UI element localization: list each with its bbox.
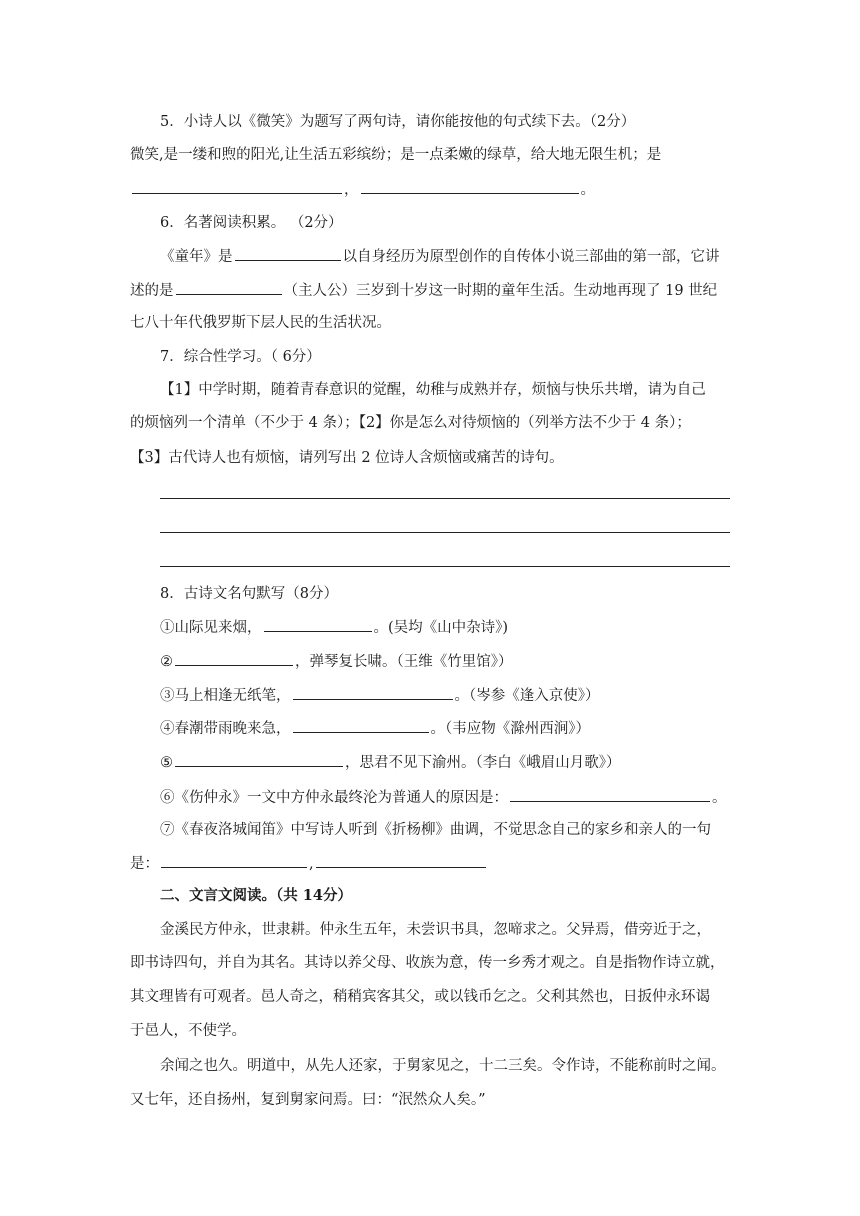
answer-blank[interactable] — [176, 280, 282, 295]
answer-blank[interactable] — [293, 685, 453, 700]
question-6-title: 6．名著阅读积累。 （2分） — [160, 215, 343, 231]
question-7-line-1: 【1】中学时期，随着青春意识的觉醒，幼稚与成熟并存，烦恼与快乐共增，请为自己 — [160, 382, 706, 398]
passage-line: 又七年，还自扬州，复到舅家问焉。曰：“泯然众人矣。” — [130, 1092, 486, 1108]
passage-line: 金溪民方仲永，世隶耕。仲永生五年，未尝识书具，忽啼求之。父异焉，借旁近于之， — [160, 922, 711, 938]
passage-line: 余闻之也久。明道中，从先人还家，于舅家见之，十二三矣。令作诗，不能称前时之闻。 — [160, 1058, 726, 1074]
poem-item-4: ④春潮带雨晚来急， 。（韦应物《滁州西涧》） — [160, 718, 590, 739]
answer-blank[interactable] — [316, 853, 486, 868]
question-5-answer-line: ， 。 — [130, 179, 595, 200]
poem-item-7-answer: 是： , — [130, 853, 488, 874]
poem-item-2: ② ，弹琴复长啸。（王维《竹里馆》） — [160, 651, 513, 672]
passage-line: 即书诗四句，并自为其名。其诗以养父母、收族为意，传一乡秀才观之。自是指物作诗立就， — [130, 955, 725, 971]
poem-item-1: ①山际见来烟， 。(吴均《山中杂诗》) — [160, 617, 508, 638]
section-2-heading: 二、文言文阅读。（共 14分） — [160, 887, 352, 904]
answer-blank[interactable] — [510, 787, 710, 802]
poem-item-6: ⑥《伤仲永》一文中方仲永最终沦为普通人的原因是： 。 — [160, 787, 727, 808]
poem-item-5: ⑤ ，思君不见下渝州。（李白《峨眉山月歌》） — [160, 752, 621, 773]
answer-blank[interactable] — [235, 246, 341, 261]
passage-line: 其文理皆有可观者。邑人奇之，稍稍宾客其父，或以钱币乞之。父利其然也，日扳仲永环谒 — [130, 989, 710, 1005]
answer-blank[interactable] — [293, 718, 429, 733]
question-7-line-3: 【3】古代诗人也有烦恼，请列写出 2 位诗人含烦恼或痛苦的诗句。 — [130, 450, 564, 466]
question-6-line-3: 七八十年代俄罗斯下层人民的生活状况。 — [130, 315, 391, 331]
answer-rule[interactable] — [160, 566, 730, 567]
answer-blank[interactable] — [264, 617, 372, 632]
poem-item-7: ⑦《春夜洛城闻笛》中写诗人听到《折杨柳》曲调，不觉思念自己的家乡和亲人的一句 — [160, 822, 711, 838]
question-8-title: 8．古诗文名句默写（8分） — [160, 586, 338, 602]
answer-blank[interactable] — [175, 651, 293, 666]
poem-item-3: ③马上相逢无纸笔， 。（岑参《逢入京使》） — [160, 685, 600, 706]
passage-line: 于邑人，不使学。 — [130, 1023, 246, 1039]
question-6-line-2: 述的是 （主人公）三岁到十岁这一时期的童年生活。生动地再现了 19 世纪 — [130, 280, 717, 301]
answer-blank[interactable] — [161, 853, 307, 868]
question-5-title: 5．小诗人以《微笑》为题写了两句诗，请你能按他的句式续下去。（2分） — [160, 114, 636, 130]
answer-blank[interactable] — [132, 179, 342, 194]
question-7-title: 7．综合性学习。（ 6分） — [160, 349, 321, 365]
question-6-line-1: 《童年》是 以自身经历为原型创作的自传体小说三部曲的第一部，它讲 — [160, 246, 720, 267]
answer-rule[interactable] — [160, 498, 730, 499]
question-5-prompt: 微笑,是一缕和煦的阳光,让生活五彩缤纷；是一点柔嫩的绿草，给大地无限生机；是 — [130, 147, 662, 163]
answer-blank[interactable] — [175, 752, 343, 767]
answer-blank[interactable] — [361, 179, 579, 194]
answer-rule[interactable] — [160, 532, 730, 533]
question-7-line-2: 的烦恼列一个清单（不少于 4 条）；【2】你是怎么对待烦恼的（列举方法不少于 4 条）； — [130, 415, 691, 431]
